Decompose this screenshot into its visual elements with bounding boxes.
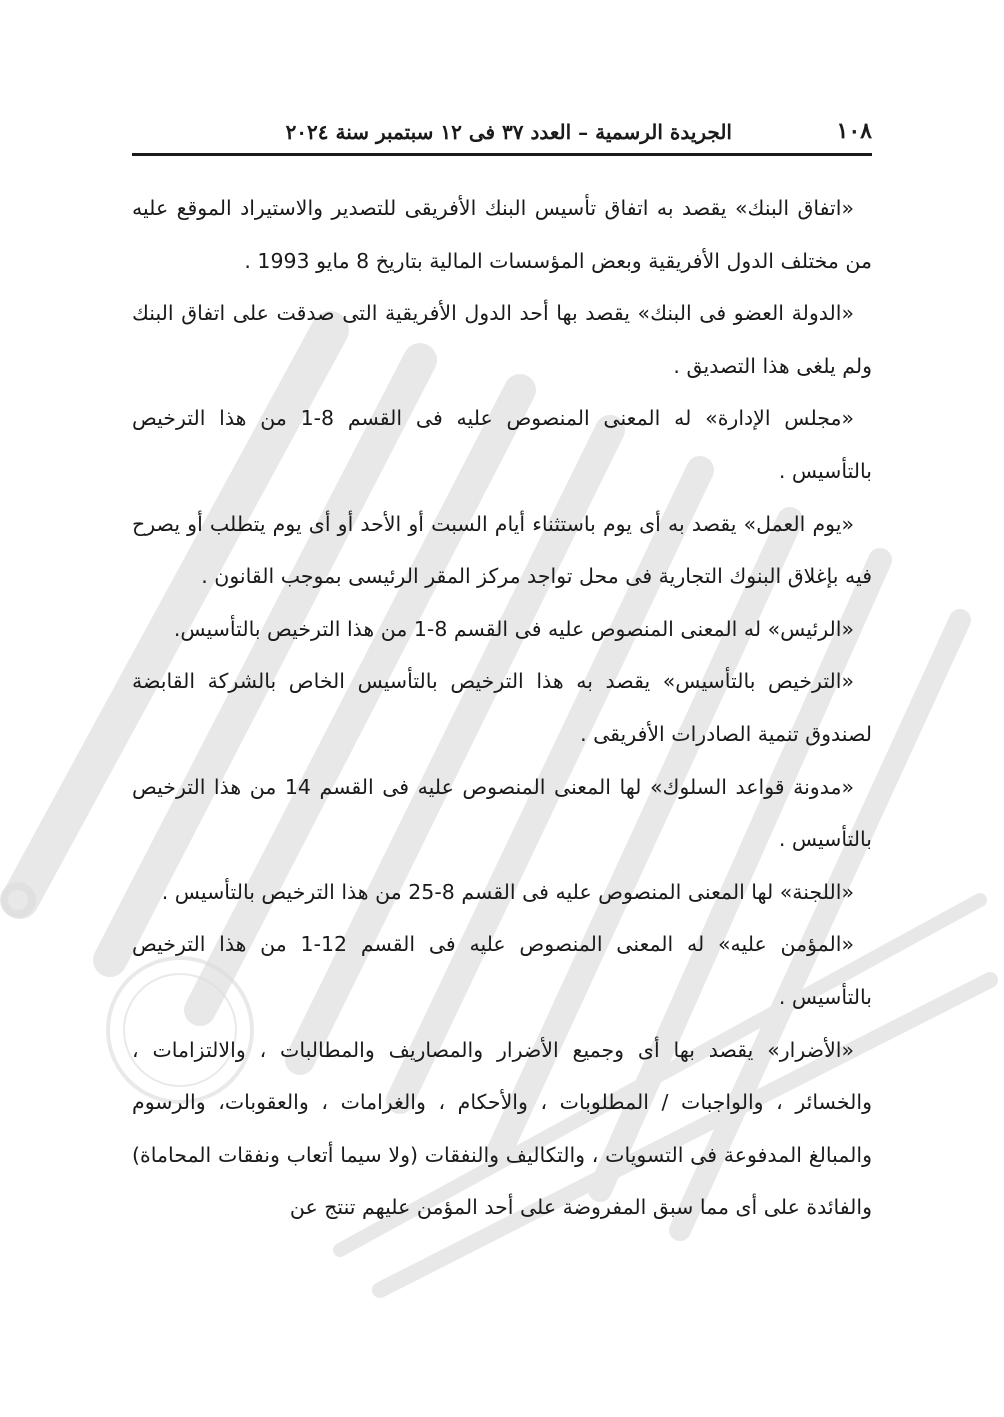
definition-code-of-conduct: «مدونة قواعد السلوك» لها المعنى المنصوص عليه فى القسم 14 من هذا الترخيص بالتأسيس .	[132, 774, 872, 852]
definition-committee: «اللجنة» لها المعنى المنصوص عليه فى القسم 8-25 من هذا الترخيص بالتأسيس .	[161, 879, 854, 904]
page-number: ١٠٨	[836, 118, 872, 144]
definition-damages: «الأضرار» يقصد بها أى وجميع الأضرار والمصاريف والمطالبات ، والالتزامات ، والخسائر ، والواجبات / المطلوبات ، والأحكام ، والغرامات ، والعقوبات، والرسوم والمبالغ المدفوعة فى التسويات ، والتكاليف والنفقات (ولا سيما أتعاب ونفقات المحاماة) والفائدة على أى مما سبق المفروضة على أحد المؤمن عليهم تنتج عن	[132, 1037, 872, 1220]
definition-business-day: «يوم العمل» يقصد به أى يوم باستثناء أيام السبت أو الأحد أو أى يوم يتطلب أو يصرح فيه بإغلاق البنوك التجارية فى محل تواجد مركز المقر الرئيسى بموجب القانون .	[132, 511, 872, 589]
definition-board: «مجلس الإدارة» له المعنى المنصوص عليه فى القسم 8-1 من هذا الترخيص بالتأسيس .	[132, 406, 872, 483]
definition-insured: «المؤمن عليه» له المعنى المنصوص عليه فى القسم 12-1 من هذا الترخيص بالتأسيس .	[132, 932, 872, 1009]
document-body	[132, 182, 872, 1234]
definition-member-state: «الدولة العضو فى البنك» يقصد بها أحد الدول الأفريقية التى صدقت على اتفاق البنك ولم يلغى هذا التصديق .	[132, 301, 872, 378]
page-header	[132, 112, 872, 156]
definition-charter: «الترخيص بالتأسيس» يقصد به هذا الترخيص بالتأسيس الخاص بالشركة القابضة لصندوق تنمية الصادرات الأفريقى .	[132, 669, 872, 746]
header-divider	[132, 153, 872, 156]
definition-bank-agreement: «اتفاق البنك» يقصد به اتفاق تأسيس البنك الأفريقى للتصدير والاستيراد الموقع عليه من مختلف الدول الأفريقية وبعض المؤسسات المالية بتاريخ 8 مايو 1993 .	[132, 196, 872, 273]
definition-chairman: «الرئيس» له المعنى المنصوص عليه فى القسم 8-1 من هذا الترخيص بالتأسيس.	[173, 616, 854, 641]
gazette-title: الجريدة الرسمية – العدد ٣٧ فى ١٢ سبتمبر سنة ٢٠٢٤	[285, 120, 732, 144]
